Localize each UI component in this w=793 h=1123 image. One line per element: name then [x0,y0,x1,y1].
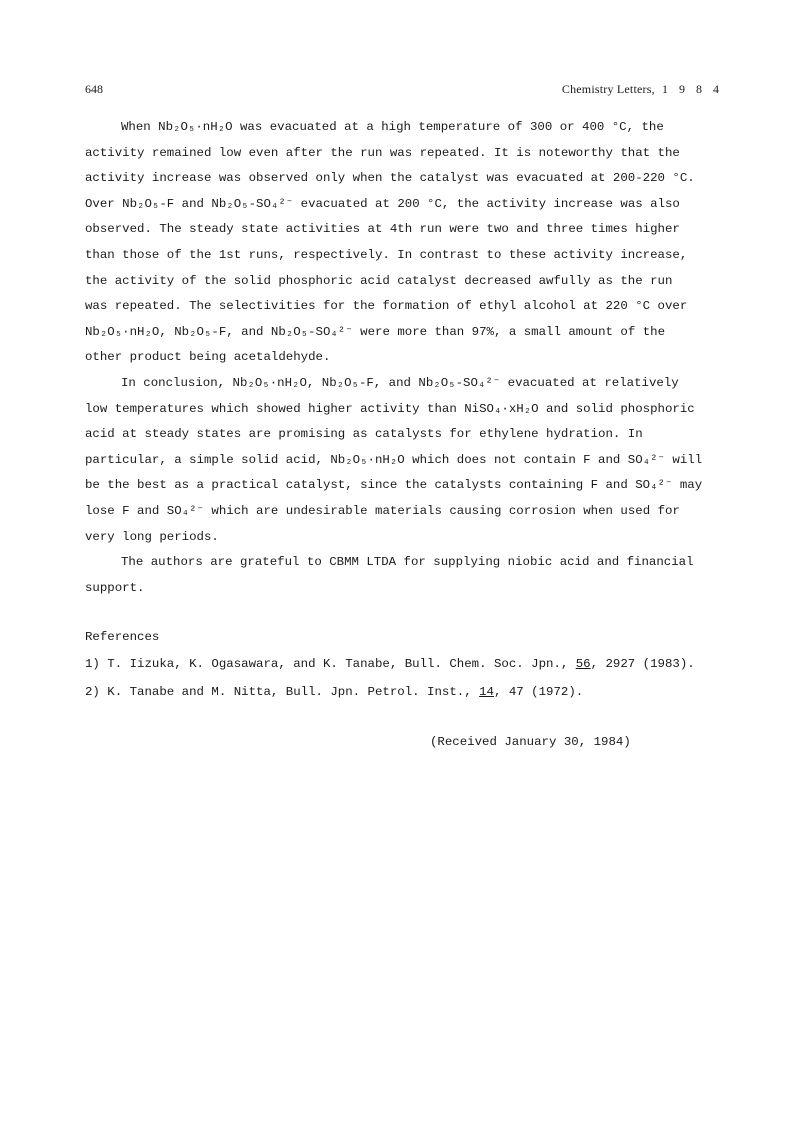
journal-year: 1 9 8 4 [662,82,723,96]
text-line: Nb₂O₅·nH₂O, Nb₂O₅-F, and Nb₂O₅-SO₄²⁻ were more than 97%, a small amount of the [85,324,666,339]
reference-volume: 56 [575,657,591,671]
reference-text: 1) T. Iizuka, K. Ogasawara, and K. Tanabe, Bull. Chem. Soc. Jpn., [85,657,576,671]
paragraph-2 [85,371,725,550]
text-line: When Nb₂O₅·nH₂O was evacuated at a high temperature of 300 or 400 °C, the [121,120,664,134]
reference-item [85,650,695,678]
reference-list [85,650,695,706]
text-line: low temperatures which showed higher activity than NiSO₄·xH₂O and solid phosphoric [85,401,695,416]
text-line: The authors are grateful to CBMM LTDA for supplying niobic acid and financial [121,555,694,569]
reference-volume: 14 [479,685,494,699]
text-line: very long periods. [85,529,219,544]
reference-text: , 47 (1972). [493,685,584,699]
text-line: the activity of the solid phosphoric acid catalyst decreased awfully as the run [85,273,673,288]
text-line: lose F and SO₄²⁻ which are undesirable materials causing corrosion when used for [85,503,680,518]
references-heading: References [85,630,160,644]
text-line: Over Nb₂O₅-F and Nb₂O₅-SO₄²⁻ evacuated at 200 °C, the activity increase was also [85,196,680,211]
paragraph-acknowledgement [85,550,725,601]
reference-text: , 2927 (1983). [590,657,695,671]
text-line: In conclusion, Nb₂O₅·nH₂O, Nb₂O₅-F, and Nb₂O₅-SO₄²⁻ evacuated at relatively [121,376,679,390]
running-header [562,82,723,97]
reference-item [85,678,695,706]
text-line: be the best as a practical catalyst, since the catalysts containing F and SO₄²⁻ may [85,478,703,493]
page-number: 648 [85,82,103,96]
journal-name: Chemistry Letters, [561,82,655,96]
received-date: (Received January 30, 1984) [430,735,631,749]
text-line: was repeated. The selectivities for the formation of ethyl alcohol at 220 °C over [85,299,688,314]
text-line: support. [85,580,145,595]
text-line: observed. The steady state activities at 4th run were two and three times higher [85,222,680,237]
text-line: than those of the 1st runs, respectively. In contrast to these activity increase, [85,247,688,262]
text-line: activity remained low even after the run was repeated. It is noteworthy that the [85,145,680,160]
text-line: other product being acetaldehyde. [85,350,331,365]
text-line: particular, a simple solid acid, Nb₂O₅·nH₂O which does not contain F and SO₄²⁻ will [85,452,703,467]
text-line: acid at steady states are promising as catalysts for ethylene hydration. In [85,427,643,442]
text-line: activity increase was observed only when the catalyst was evacuated at 200-220 °C. [85,171,695,186]
reference-text: 2) K. Tanabe and M. Nitta, Bull. Jpn. Petrol. Inst., [85,685,480,699]
paragraph-1 [85,115,725,371]
